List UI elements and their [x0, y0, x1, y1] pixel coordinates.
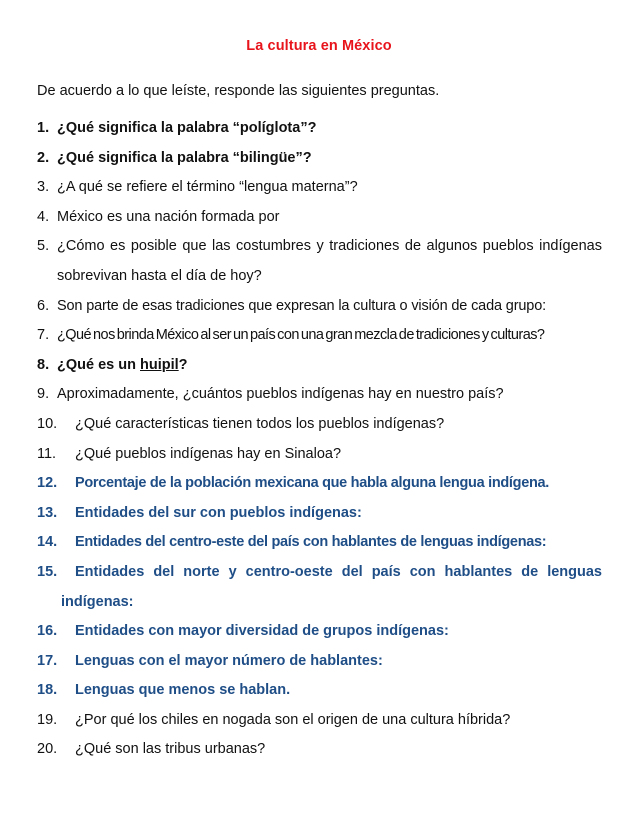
- question-1: 1. ¿Qué significa la palabra “políglota”?: [37, 120, 317, 136]
- question-9: 9. Aproximadamente, ¿cuántos pueblos indígenas hay en nuestro país?: [37, 386, 504, 403]
- document-title: La cultura en México: [246, 38, 392, 54]
- instructions: De acuerdo a lo que leíste, responde las siguientes preguntas.: [37, 83, 440, 99]
- question-18: 18. Lenguas que menos se hablan.: [37, 682, 291, 699]
- question-16: 16. Entidades con mayor diversidad de grupos indígenas:: [37, 623, 449, 640]
- question-15: 15. Entidades del norte y centro-oeste del país con hablantes de lenguas indígenas:: [37, 563, 602, 610]
- question-2: 2. ¿Qué significa la palabra “bilingüe”?: [37, 149, 312, 166]
- question-17: 17. Lenguas con el mayor número de hablantes:: [37, 652, 383, 669]
- underlined-term: huipil: [140, 356, 179, 373]
- question-6: 6. Son parte de esas tradiciones que expresan la cultura o visión de cada grupo:: [37, 297, 547, 314]
- question-10: 10. ¿Qué características tienen todos los pueblos indígenas?: [37, 415, 445, 432]
- question-3: 3. ¿A qué se refiere el término “lengua materna”?: [37, 179, 358, 196]
- question-13: 13. Entidades del sur con pueblos indígenas:: [37, 504, 362, 521]
- question-4: 4. México es una nación formada por: [37, 208, 280, 225]
- question-20: 20. ¿Qué son las tribus urbanas?: [37, 741, 266, 758]
- question-19: 19. ¿Por qué los chiles en nogada son el origen de una cultura híbrida?: [37, 711, 511, 728]
- question-11: 11. ¿Qué pueblos indígenas hay en Sinaloa?: [37, 445, 342, 462]
- question-14: 14. Entidades del centro-este del país con hablantes de lenguas indígenas:: [37, 534, 547, 551]
- question-7: 7. ¿Qué nos brinda México al ser un país con una gran mezcla de tradiciones y culturas?: [37, 327, 545, 344]
- question-8: 8. ¿Qué es un huipil?: [37, 356, 188, 373]
- question-12: 12. Porcentaje de la población mexicana que habla alguna lengua indígena.: [37, 475, 550, 492]
- question-5: 5. ¿Cómo es posible que las costumbres y tradiciones de algunos pueblos indígenas sobrevivan hasta el día de hoy?: [37, 238, 602, 284]
- question-list: [37, 114, 602, 765]
